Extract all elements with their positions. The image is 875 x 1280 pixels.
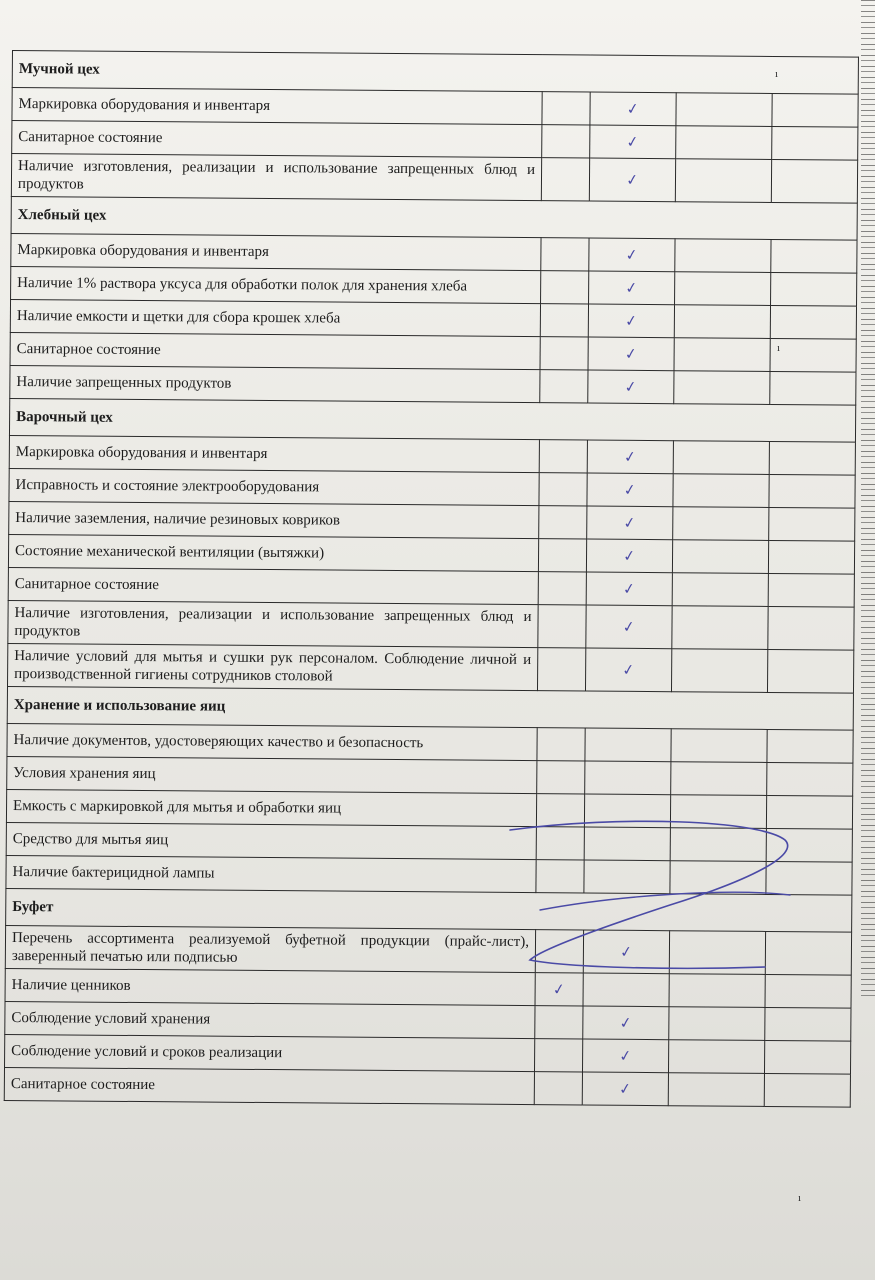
mark-cell: [583, 930, 669, 974]
mark-cell: [587, 506, 673, 540]
checklist-item-label: Наличие условий для мытья и сушки рук персоналом. Соблюдение личной и производственной гигиены сотрудников столовой: [8, 643, 538, 690]
mark-cell: [771, 159, 857, 203]
mark-cell: [541, 158, 589, 201]
checklist-item-label: Маркировка оборудования и инвентаря: [12, 88, 542, 125]
mark-cell: [668, 1040, 764, 1074]
check-mark-icon: ✓: [625, 99, 641, 119]
checklist-item-label: Санитарное состояние: [4, 1067, 534, 1104]
mark-cell: [539, 506, 587, 539]
check-mark-icon: ✓: [551, 979, 567, 1000]
mark-cell: [767, 762, 853, 796]
checklist-item-label: Наличие документов, удостоверяющих качество и безопасность: [7, 723, 537, 760]
mark-cell: [765, 1007, 851, 1041]
pen-tick-mark: ı: [798, 1192, 802, 1204]
check-mark-icon: ✓: [618, 1013, 634, 1033]
mark-cell: [586, 605, 672, 649]
mark-cell: [771, 239, 857, 273]
mark-cell: [538, 539, 586, 572]
mark-cell: [768, 573, 854, 607]
mark-cell: [584, 794, 670, 828]
mark-cell: [536, 794, 584, 827]
check-mark-icon: ✓: [621, 617, 637, 637]
mark-cell: [673, 441, 769, 475]
mark-cell: [674, 338, 770, 372]
mark-cell: [534, 1072, 582, 1105]
mark-cell: [590, 125, 676, 159]
check-mark-icon: ✓: [625, 132, 641, 152]
checklist-item-label: Соблюдение условий и сроков реализации: [5, 1034, 535, 1071]
mark-cell: [589, 271, 675, 305]
mark-cell: [670, 861, 766, 895]
mark-cell: [770, 338, 856, 372]
check-mark-icon: ✓: [618, 1046, 634, 1066]
section-title: Хранение и использование яиц: [7, 686, 853, 730]
checklist-row: [4, 1067, 850, 1107]
mark-cell: [536, 860, 584, 893]
mark-cell: [768, 606, 854, 650]
mark-cell: [675, 239, 771, 273]
mark-cell: [770, 305, 856, 339]
pen-tick-mark: ı: [777, 342, 781, 354]
mark-cell: [538, 572, 586, 605]
mark-cell: [772, 126, 858, 160]
mark-cell: [771, 272, 857, 306]
mark-cell: [669, 974, 765, 1008]
mark-cell: [671, 649, 767, 693]
checklist-item-label: Наличие изготовления, реализации и использование запрещенных блюд и продуктов: [8, 600, 538, 647]
mark-cell: [669, 1007, 765, 1041]
mark-cell: [588, 370, 674, 404]
mark-cell: [536, 827, 584, 860]
checklist-item-label: Условия хранения яиц: [7, 756, 537, 793]
check-mark-icon: ✓: [622, 480, 638, 500]
check-mark-icon: ✓: [619, 942, 634, 962]
checklist-item-label: Перечень ассортимента реализуемой буфетной продукции (прайс-лист), заверенный печатью или подписью: [5, 925, 535, 972]
checklist-table: [4, 50, 859, 1108]
checklist-item-label: Исправность и состояние электрооборудования: [9, 468, 539, 505]
mark-cell: [671, 729, 767, 763]
mark-cell: [766, 828, 852, 862]
section-title: Хлебный цех: [11, 196, 857, 240]
mark-cell: [537, 728, 585, 761]
mark-cell: [671, 762, 767, 796]
mark-cell: [765, 931, 851, 975]
mark-cell: [672, 573, 768, 607]
mark-cell: [670, 828, 766, 862]
checklist-item-label: Наличие запрещенных продуктов: [10, 365, 540, 402]
pen-tick-mark: ı: [775, 68, 779, 80]
checklist-item-label: Наличие бактерицидной лампы: [6, 855, 536, 892]
checklist-item-label: Наличие ценников: [5, 968, 535, 1005]
mark-cell: [537, 761, 585, 794]
mark-cell: [585, 728, 671, 762]
checklist-row: [5, 925, 851, 975]
mark-cell: [676, 93, 772, 127]
mark-cell: [537, 648, 585, 691]
checklist-item-label: Средство для мытья яиц: [6, 822, 536, 859]
mark-cell: [539, 473, 587, 506]
mark-cell: [590, 92, 676, 126]
section-title: Буфет: [6, 888, 852, 932]
checklist-item-label: Соблюдение условий хранения: [5, 1001, 535, 1038]
mark-cell: [542, 92, 590, 125]
mark-cell: [542, 125, 590, 158]
mark-cell: [584, 827, 670, 861]
mark-cell: [669, 931, 765, 975]
mark-cell: [540, 370, 588, 403]
checklist-item-label: Емкость с маркировкой для мытья и обработки яиц: [6, 789, 536, 826]
mark-cell: [766, 795, 852, 829]
checklist-row: [8, 600, 854, 650]
mark-cell: [584, 860, 670, 894]
checklist-item-label: Санитарное состояние: [8, 567, 538, 604]
mark-cell: [769, 441, 855, 475]
mark-cell: [670, 795, 766, 829]
checklist-item-label: Наличие заземления, наличие резиновых ковриков: [9, 501, 539, 538]
mark-cell: [585, 761, 671, 795]
mark-cell: [769, 507, 855, 541]
mark-cell: [772, 93, 858, 127]
checklist-item-label: Состояние механической вентиляции (вытяжки): [8, 534, 538, 571]
mark-cell: [589, 158, 675, 202]
checklist-item-label: Санитарное состояние: [12, 121, 542, 158]
check-mark-icon: ✓: [623, 377, 639, 397]
mark-cell: [586, 572, 672, 606]
mark-cell: [587, 473, 673, 507]
mark-cell: [534, 1039, 582, 1072]
checklist-body: [4, 51, 858, 1108]
mark-cell: [588, 304, 674, 338]
page-edge-speckle: [861, 0, 875, 1000]
mark-cell: [541, 238, 589, 271]
mark-cell: [765, 974, 851, 1008]
mark-cell: [770, 371, 856, 405]
checklist-item-label: Маркировка оборудования и инвентаря: [9, 435, 539, 472]
checklist-row: [11, 154, 857, 204]
mark-cell: [583, 973, 669, 1007]
mark-cell: [540, 304, 588, 337]
checklist-item-label: Наличие емкости и щетки для сбора крошек хлеба: [10, 299, 540, 336]
check-mark-icon: ✓: [624, 245, 640, 265]
mark-cell: [769, 474, 855, 508]
check-mark-icon: ✓: [624, 278, 640, 298]
mark-cell: [672, 606, 768, 650]
mark-cell: [767, 729, 853, 763]
mark-cell: [589, 238, 675, 272]
mark-cell: [541, 271, 589, 304]
check-mark-icon: ✓: [623, 311, 639, 331]
check-mark-icon: ✓: [617, 1079, 633, 1099]
checklist-item-label: Маркировка оборудования и инвентаря: [11, 233, 541, 270]
mark-cell: [767, 649, 853, 693]
mark-cell: [675, 159, 771, 203]
check-mark-icon: ✓: [621, 579, 637, 599]
check-mark-icon: ✓: [622, 513, 638, 533]
mark-cell: [588, 337, 674, 371]
mark-cell: [582, 1072, 668, 1106]
check-mark-icon: ✓: [625, 170, 640, 190]
section-title: Мучной цех: [12, 51, 858, 95]
mark-cell: [538, 605, 586, 648]
mark-cell: [585, 648, 671, 692]
mark-cell: [674, 305, 770, 339]
mark-cell: [586, 539, 672, 573]
checklist-row: [8, 643, 854, 693]
mark-cell: [535, 973, 583, 1006]
mark-cell: [535, 1006, 583, 1039]
mark-cell: [675, 272, 771, 306]
mark-cell: [673, 507, 769, 541]
mark-cell: [674, 371, 770, 405]
checklist-item-label: Санитарное состояние: [10, 332, 540, 369]
mark-cell: [540, 337, 588, 370]
check-mark-icon: ✓: [623, 344, 639, 364]
mark-cell: [673, 474, 769, 508]
checklist-item-label: Наличие 1% раствора уксуса для обработки полок для хранения хлеба: [11, 266, 541, 303]
mark-cell: [583, 1006, 669, 1040]
check-mark-icon: ✓: [621, 660, 637, 680]
mark-cell: [768, 540, 854, 574]
mark-cell: [539, 440, 587, 473]
check-mark-icon: ✓: [622, 546, 637, 566]
check-mark-icon: ✓: [622, 447, 638, 467]
mark-cell: [535, 930, 583, 973]
mark-cell: [764, 1040, 850, 1074]
mark-cell: [587, 440, 673, 474]
checklist-item-label: Наличие изготовления, реализации и использование запрещенных блюд и продуктов: [11, 154, 541, 201]
section-title: Варочный цех: [9, 398, 855, 442]
mark-cell: [676, 126, 772, 160]
mark-cell: [764, 1073, 850, 1107]
mark-cell: [766, 861, 852, 895]
mark-cell: [672, 540, 768, 574]
mark-cell: [668, 1073, 764, 1107]
mark-cell: [582, 1039, 668, 1073]
